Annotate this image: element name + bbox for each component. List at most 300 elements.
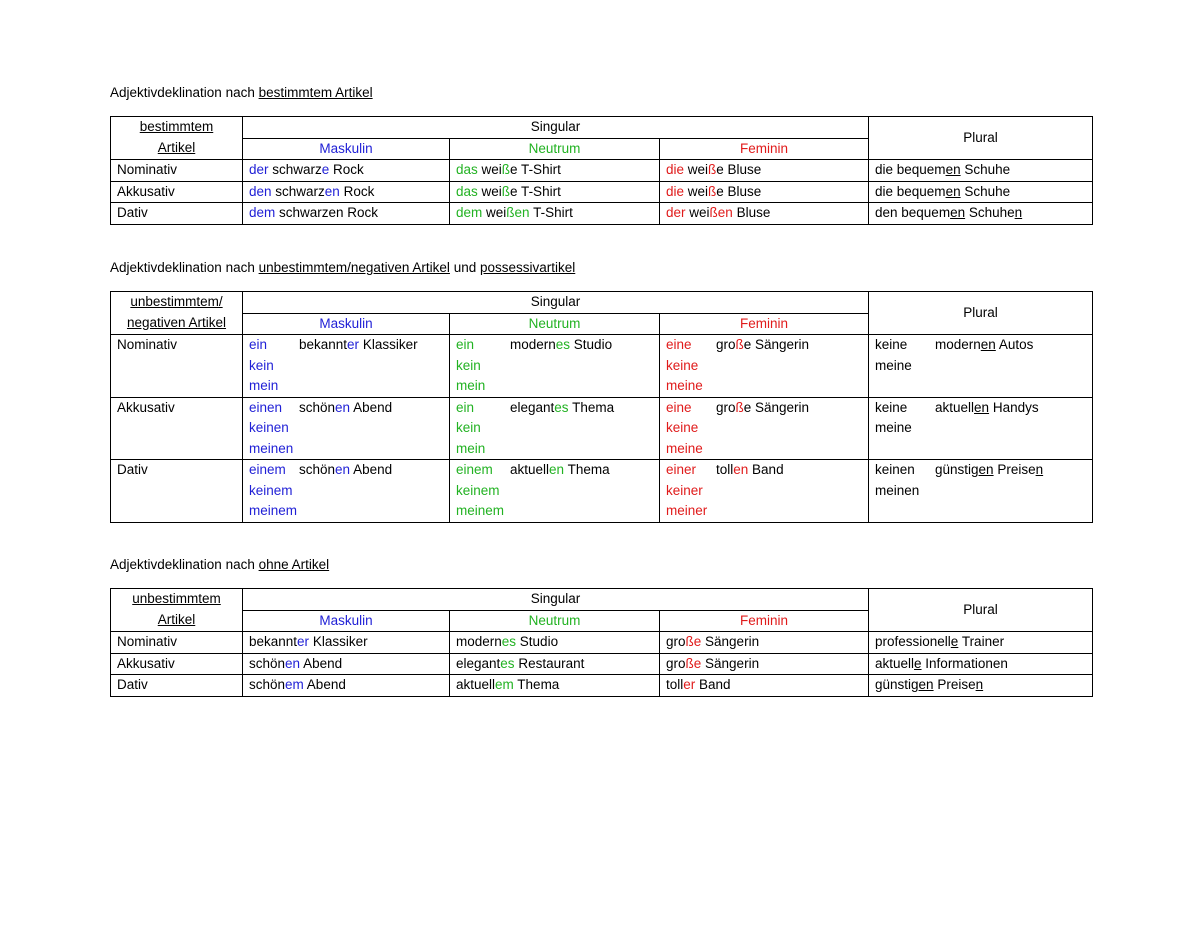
text-segment: e (321, 162, 330, 177)
text-segment: e (693, 634, 702, 649)
corner-label: Artikel (157, 611, 196, 627)
text-segment: er (297, 634, 310, 649)
cell-line (666, 182, 862, 203)
text-segment: em (285, 677, 304, 692)
text-segment: Band (748, 462, 784, 477)
text-segment: wei (684, 162, 709, 177)
text-segment: einer (666, 462, 697, 477)
cell-line (249, 182, 443, 203)
text-segment: ß (708, 162, 717, 177)
text-segment: ein (456, 337, 475, 352)
cell-line (456, 160, 653, 181)
text-segment: die bequem (875, 183, 946, 199)
cell-line (666, 654, 862, 675)
text-segment: en (980, 337, 996, 352)
table-cell (450, 203, 660, 225)
text-segment: Sängerin (701, 634, 760, 649)
cell-line (875, 460, 1086, 481)
text-segment: mein (249, 378, 279, 393)
text-segment: en (324, 183, 340, 199)
text-segment: gro (716, 337, 736, 352)
text-segment: Restaurant (514, 655, 585, 671)
table-cell (450, 160, 660, 182)
corner-header (111, 117, 243, 160)
text-segment: meine (875, 357, 912, 373)
table-cell (660, 160, 869, 182)
text-segment: meinen (249, 440, 294, 456)
text-segment: günstig (875, 677, 919, 692)
text-segment: Studio (516, 634, 559, 649)
cell-line (666, 356, 862, 377)
cell-line (456, 439, 653, 460)
text-segment: e Bluse (716, 162, 762, 177)
table-cell (660, 675, 869, 697)
text-segment: Rock (329, 162, 364, 177)
corner-label: negativen Artikel (126, 314, 227, 330)
gender-header-masc: Maskulin (243, 610, 450, 632)
text-segment: e (950, 634, 959, 649)
text-segment: mein (456, 440, 486, 456)
text-segment: e Sängerin (743, 337, 810, 352)
cell-line (666, 501, 862, 522)
text-segment: en (950, 205, 966, 220)
cell-line (456, 376, 653, 397)
text-segment: professionell (875, 634, 951, 649)
text-segment: einem (456, 462, 493, 477)
text-segment: günstig (935, 462, 979, 477)
text-segment: Bluse (732, 205, 771, 220)
text-segment: en (335, 399, 351, 415)
cell-line (666, 203, 862, 224)
table-row (111, 460, 1093, 523)
case-label: Akkusativ (111, 653, 243, 675)
table-row (111, 675, 1093, 697)
cell-line (249, 335, 443, 356)
text-segment: meiner (666, 503, 708, 518)
cell-line (249, 418, 443, 439)
text-segment: keine (666, 357, 699, 373)
section-heading (110, 260, 575, 275)
cell-line (456, 418, 653, 439)
cell-line (456, 398, 653, 419)
text-segment: ohne Artikel (258, 557, 330, 572)
text-segment: die (666, 162, 685, 177)
text-segment: es (500, 655, 515, 671)
text-segment: ß (709, 205, 718, 220)
table-cell (450, 335, 660, 398)
cell-line (249, 439, 443, 460)
text-segment: e T-Shirt (510, 162, 561, 177)
case-label: Nominativ (111, 335, 243, 398)
text-segment: die (666, 183, 685, 199)
text-segment: en (514, 205, 530, 220)
text-segment: er (683, 677, 696, 692)
table-cell (869, 632, 1093, 654)
text-segment: das (456, 162, 478, 177)
text-segment: es (555, 337, 571, 352)
text-segment: modern (935, 337, 981, 352)
text-segment: es (501, 634, 517, 649)
text-segment: einem (249, 462, 286, 477)
text-segment: keine (666, 420, 699, 435)
cell-line (249, 160, 443, 181)
text-segment: keinen (249, 420, 289, 435)
cell-line (456, 481, 653, 502)
cell-line (249, 203, 443, 224)
text-segment: T-Shirt (529, 205, 573, 220)
cell-line (456, 203, 653, 224)
text-segment: Klassiker (309, 634, 368, 649)
text-segment: Thema (564, 462, 610, 477)
text-segment: toll (666, 677, 684, 692)
table-cell (243, 203, 450, 225)
text-segment: ein (249, 337, 268, 352)
cell-line (666, 335, 862, 356)
cell-line (666, 481, 862, 502)
text-segment: Studio (570, 337, 613, 352)
cell-line (249, 481, 443, 502)
text-segment: meine (875, 420, 912, 435)
cell-line (666, 398, 862, 419)
text-segment: eine (666, 399, 692, 415)
gender-header-neut: Neutrum (450, 313, 660, 335)
table-row (111, 653, 1093, 675)
text-segment: gro (716, 399, 736, 415)
table-cell (660, 653, 869, 675)
text-segment: en (974, 399, 990, 415)
cell-line (249, 460, 443, 481)
text-segment: Adjektivdeklination nach (110, 85, 259, 100)
text-segment: meinen (875, 482, 920, 498)
text-segment: wei (684, 183, 709, 199)
table-cell (869, 203, 1093, 225)
gender-header-fem: Feminin (660, 610, 869, 632)
cell-line (249, 632, 443, 653)
table-cell (660, 181, 869, 203)
case-label: Akkusativ (111, 181, 243, 203)
text-segment: e (914, 655, 922, 671)
cell-line (249, 398, 443, 419)
section-heading (110, 85, 373, 100)
corner-label: bestimmtem (139, 119, 214, 134)
table-cell (869, 653, 1093, 675)
text-segment: Preise (933, 677, 976, 692)
table-cell (660, 335, 869, 398)
cell-line (666, 632, 862, 653)
text-segment: Abend (350, 462, 393, 477)
text-segment: ß (501, 162, 511, 177)
plural-header: Plural (869, 292, 1093, 335)
text-segment: e Bluse (716, 183, 762, 199)
section-heading (110, 557, 329, 572)
table-cell (869, 675, 1093, 697)
corner-header (111, 292, 243, 335)
cell-line (875, 632, 1086, 653)
singular-header: Singular (243, 292, 869, 314)
text-segment: e Sängerin (743, 399, 810, 415)
text-segment: en (945, 162, 961, 177)
cell-line (666, 439, 862, 460)
header-row (111, 589, 1093, 611)
text-segment: kein (456, 357, 481, 373)
gender-header-fem: Feminin (660, 138, 869, 160)
text-segment: gro (666, 634, 686, 649)
text-segment: ein (456, 399, 475, 415)
cell-line (666, 376, 862, 397)
text-segment: aktuell (456, 677, 496, 692)
text-segment: Rock (339, 183, 375, 199)
text-segment: keinem (249, 482, 293, 498)
text-segment: en (549, 462, 565, 477)
text-segment: Klassiker (359, 337, 418, 352)
table-cell (450, 675, 660, 697)
cell-line (666, 160, 862, 181)
cell-line (875, 398, 1086, 419)
case-label: Dativ (111, 675, 243, 697)
singular-header: Singular (243, 589, 869, 611)
declension-table (110, 588, 1093, 697)
text-segment: unbestimmtem/negativen Artikel (258, 260, 450, 275)
text-segment: ß (708, 183, 717, 199)
table-row (111, 632, 1093, 654)
text-segment: aktuell (935, 399, 975, 415)
text-segment: wei (482, 205, 507, 220)
text-segment: en (717, 205, 733, 220)
text-segment: den bequem (875, 205, 951, 220)
text-segment: ß (685, 655, 694, 671)
text-segment: meine (666, 378, 703, 393)
text-segment: aktuell (510, 462, 550, 477)
text-segment: dem (456, 205, 483, 220)
text-segment: schön (299, 462, 336, 477)
text-segment: der (666, 205, 686, 220)
text-segment: schwarzen Rock (275, 205, 379, 220)
text-segment: schön (249, 655, 286, 671)
text-segment: eine (666, 337, 692, 352)
gender-header-neut: Neutrum (450, 610, 660, 632)
text-segment: Handys (989, 399, 1039, 415)
text-segment: mein (456, 378, 486, 393)
cell-line (249, 376, 443, 397)
table-cell (660, 632, 869, 654)
text-segment: Schuhe (960, 162, 1011, 177)
text-segment: Abend (303, 677, 346, 692)
table-cell (660, 203, 869, 225)
case-label: Dativ (111, 203, 243, 225)
text-segment: dem (249, 205, 276, 220)
table-cell (243, 675, 450, 697)
text-segment: die bequem (875, 162, 946, 177)
text-segment: meinem (249, 503, 298, 518)
text-segment: en (918, 677, 934, 692)
cell-line (249, 501, 443, 522)
table-cell (450, 653, 660, 675)
text-segment: Sängerin (701, 655, 760, 671)
text-segment: em (495, 677, 514, 692)
header-row (111, 292, 1093, 314)
table-cell (660, 397, 869, 460)
table-cell (869, 181, 1093, 203)
cell-line (875, 356, 1086, 377)
text-segment: Thema (513, 677, 560, 692)
corner-label: unbestimmtem (132, 591, 221, 606)
table-cell (243, 653, 450, 675)
text-segment: ß (735, 337, 744, 352)
table-cell (450, 181, 660, 203)
text-segment: Band (695, 677, 731, 692)
case-label: Akkusativ (111, 397, 243, 460)
table-cell (869, 397, 1093, 460)
text-segment: Informationen (921, 655, 1008, 671)
text-segment: keinen (875, 462, 915, 477)
plural-header: Plural (869, 117, 1093, 160)
cell-line (456, 356, 653, 377)
table-cell (869, 460, 1093, 523)
text-segment: schön (249, 677, 286, 692)
text-segment: Adjektivdeklination nach (110, 260, 259, 275)
text-segment: keinem (456, 482, 500, 498)
table-cell (450, 460, 660, 523)
text-segment: schwarz (268, 162, 322, 177)
text-segment: das (456, 183, 478, 199)
cell-line (875, 203, 1086, 224)
singular-header: Singular (243, 117, 869, 139)
case-label: Dativ (111, 460, 243, 523)
text-segment: Schuhe (960, 183, 1011, 199)
text-segment: n (1035, 462, 1044, 477)
cell-line (249, 654, 443, 675)
text-segment: possessivartikel (479, 260, 576, 275)
text-segment: keine (875, 399, 908, 415)
case-label: Nominativ (111, 160, 243, 182)
table-cell (243, 160, 450, 182)
cell-line (456, 675, 653, 696)
cell-line (875, 182, 1086, 203)
cell-line (875, 481, 1086, 502)
gender-header-masc: Maskulin (243, 138, 450, 160)
text-segment: wei (477, 162, 502, 177)
cell-line (666, 675, 862, 696)
text-segment: modern (510, 337, 556, 352)
cell-line (456, 654, 653, 675)
text-segment: e T-Shirt (510, 183, 561, 199)
text-segment: aktuell (875, 655, 915, 671)
cell-line (249, 675, 443, 696)
cell-line (875, 335, 1086, 356)
text-segment: Abend (350, 399, 393, 415)
table-cell (660, 460, 869, 523)
table-cell (869, 335, 1093, 398)
case-label: Nominativ (111, 632, 243, 654)
text-segment: toll (716, 462, 734, 477)
cell-line (456, 460, 653, 481)
text-segment: keine (875, 337, 908, 352)
cell-line (875, 160, 1086, 181)
text-segment: Schuhe (965, 205, 1015, 220)
text-segment: schwarz (271, 183, 325, 199)
table-cell (243, 397, 450, 460)
table-row (111, 397, 1093, 460)
declension-table (110, 116, 1093, 225)
text-segment: ß (501, 183, 511, 199)
text-segment: es (554, 399, 569, 415)
text-segment: Thema (568, 399, 615, 415)
table-row (111, 203, 1093, 225)
table-cell (450, 397, 660, 460)
cell-line (249, 356, 443, 377)
gender-header-fem: Feminin (660, 313, 869, 335)
text-segment: elegant (456, 655, 501, 671)
text-segment: schön (299, 399, 336, 415)
text-segment: gro (666, 655, 686, 671)
table-cell (243, 181, 450, 203)
cell-line (666, 460, 862, 481)
text-segment: den (249, 183, 272, 199)
text-segment: Trainer (958, 634, 1005, 649)
cell-line (456, 501, 653, 522)
text-segment: bekannt (249, 634, 298, 649)
corner-label: unbestimmtem/ (130, 294, 223, 309)
text-segment: ß (506, 205, 515, 220)
text-segment: Adjektivdeklination nach (110, 557, 259, 572)
text-segment: Preise (993, 462, 1036, 477)
text-segment: ß (735, 399, 744, 415)
text-segment: modern (456, 634, 502, 649)
text-segment: Autos (995, 337, 1034, 352)
text-segment: wei (477, 183, 502, 199)
text-segment: ß (685, 634, 694, 649)
text-segment: n (1014, 205, 1023, 220)
text-segment: Abend (300, 655, 343, 671)
cell-line (875, 418, 1086, 439)
table-cell (243, 335, 450, 398)
cell-line (875, 654, 1086, 675)
text-segment: en (335, 462, 351, 477)
header-row (111, 117, 1093, 139)
text-segment: meine (666, 440, 703, 456)
text-segment: und (449, 260, 480, 275)
text-segment: n (975, 677, 984, 692)
text-segment: keiner (666, 482, 703, 498)
table-cell (869, 160, 1093, 182)
declension-table (110, 291, 1093, 523)
cell-line (456, 632, 653, 653)
table-cell (450, 632, 660, 654)
text-segment: en (733, 462, 749, 477)
text-segment: en (945, 183, 961, 199)
text-segment: e (693, 655, 702, 671)
cell-line (456, 182, 653, 203)
gender-header-neut: Neutrum (450, 138, 660, 160)
corner-header (111, 589, 243, 632)
table-row (111, 335, 1093, 398)
table-row (111, 181, 1093, 203)
text-segment: meinem (456, 503, 505, 518)
text-segment: elegant (510, 399, 555, 415)
text-segment: wei (685, 205, 710, 220)
corner-label: Artikel (157, 139, 196, 155)
cell-line (875, 675, 1086, 696)
text-segment: er (347, 337, 360, 352)
plural-header: Plural (869, 589, 1093, 632)
cell-line (456, 335, 653, 356)
gender-header-masc: Maskulin (243, 313, 450, 335)
cell-line (666, 418, 862, 439)
text-segment: en (285, 655, 301, 671)
text-segment: bestimmtem Artikel (258, 85, 373, 100)
table-cell (243, 460, 450, 523)
text-segment: bekannt (299, 337, 348, 352)
